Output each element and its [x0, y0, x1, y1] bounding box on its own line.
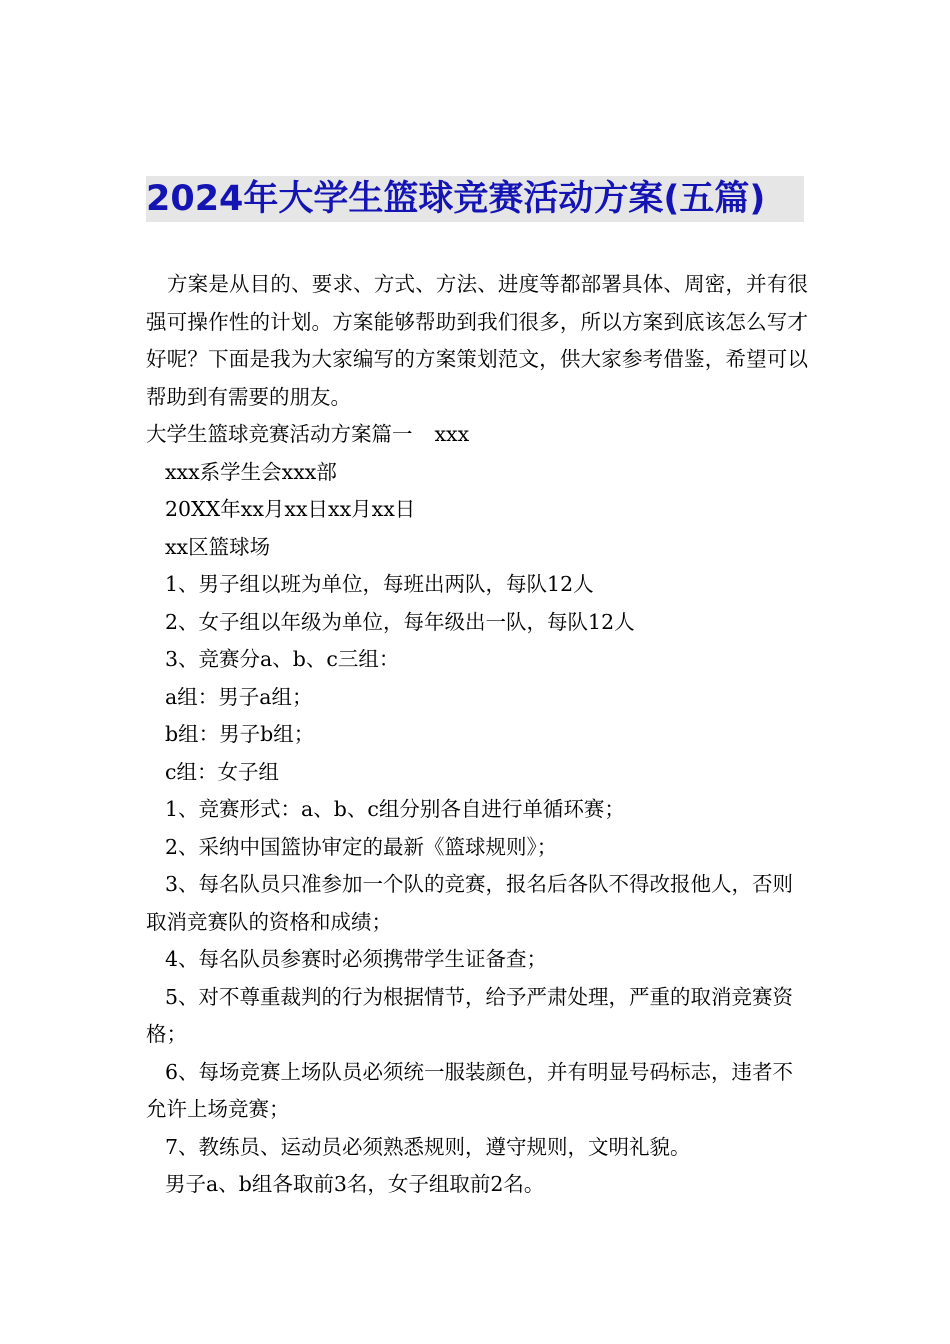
list-item: c组：女子组 [165, 759, 279, 784]
organizer-line: xxx系学生会xxx部 [165, 459, 337, 484]
section-heading-suffix: xxx [434, 422, 470, 446]
rule-paragraph: 5、对不尊重裁判的行为根据情节，给予严肃处理，严重的取消竞赛资格； [146, 984, 794, 1046]
list-item: a组：男子a组； [165, 684, 313, 709]
rule-paragraph: 3、每名队员只准参加一个队的竞赛，报名后各队不得改报他人，否则取消竞赛队的资格和成绩； [146, 872, 794, 934]
section-heading-text: 大学生篮球竞赛活动方案篇一 [146, 422, 413, 446]
awards-paragraph: 男子a、b组各取前3名，女子组取前2名。 [165, 1172, 545, 1196]
rule-paragraph: 6、每场竞赛上场队员必须统一服装颜色，并有明显号码标志，违者不允许上场竞赛； [146, 1059, 794, 1121]
document-title: 2024年大学生篮球竞赛活动方案(五篇) [146, 176, 804, 222]
list-item: 1、男子组以班为单位，每班出两队，每队12人 [165, 572, 594, 596]
list-item: 1、竞赛形式：a、b、c组分别各自进行单循环赛； [165, 797, 625, 821]
date-line: 20XX年xx月xx日xx月xx日 [165, 497, 416, 521]
list-item: b组：男子b组； [165, 722, 315, 746]
rule-paragraph: 7、教练员、运动员必须熟悉规则，遵守规则，文明礼貌。 [165, 1134, 691, 1159]
list-item: 2、采纳中国篮协审定的最新《篮球规则》； [165, 834, 558, 859]
rule-paragraph: 4、每名队员参赛时必须携带学生证备查； [165, 947, 548, 971]
venue-line: xx区篮球场 [165, 534, 271, 559]
document-body [146, 266, 808, 1204]
section-heading [146, 416, 808, 454]
list-item: 2、女子组以年级为单位，每年级出一队，每队12人 [165, 609, 635, 634]
intro-paragraph: 方案是从目的、要求、方式、方法、进度等都部署具体、周密，并有很强可操作性的计划。方案能够帮助到我们很多，所以方案到底该怎么写才好呢？下面是我为大家编写的方案策划范文，供大家参考借鉴，希望可以帮助到有需要的朋友。 [146, 272, 808, 409]
list-item: 3、竞赛分a、b、c三组： [165, 647, 400, 671]
